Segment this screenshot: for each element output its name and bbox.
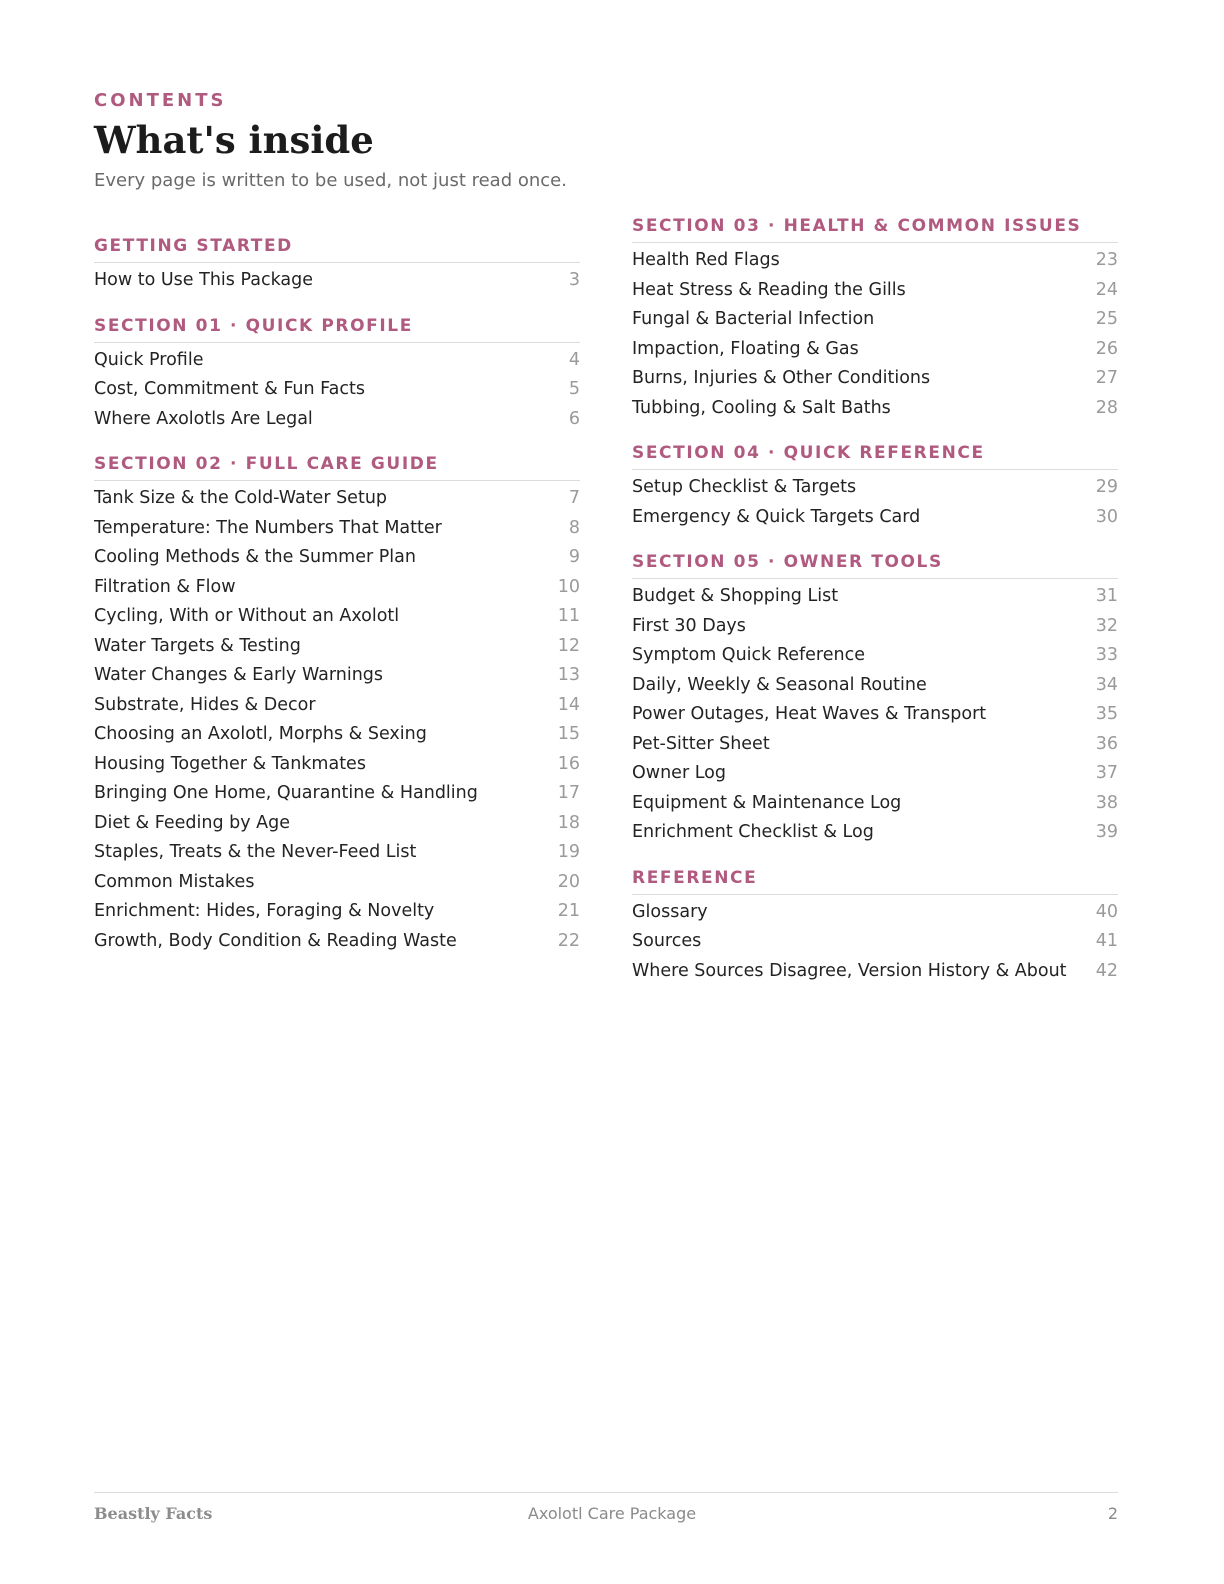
toc-left-column	[94, 236, 580, 976]
toc-entry-label: Quick Profile	[94, 349, 204, 370]
toc-entry-label: Diet & Feeding by Age	[94, 812, 290, 833]
toc-entry-label: Sources	[632, 931, 702, 951]
toc-entry-page: 18	[557, 812, 580, 833]
toc-entry[interactable]	[632, 309, 1118, 339]
toc-entry-label: Fungal & Bacterial Infection	[632, 309, 875, 329]
toc-entry[interactable]	[94, 813, 580, 843]
toc-section	[632, 552, 1118, 852]
footer-title: Axolotl Care Package	[527, 1504, 697, 1523]
toc-entry-page: 6	[568, 408, 580, 429]
section-heading: SECTION 01 · QUICK PROFILE	[94, 316, 580, 343]
toc-entry[interactable]	[94, 901, 580, 931]
toc-entry[interactable]	[632, 734, 1118, 764]
toc-entry-label: Common Mistakes	[94, 871, 255, 892]
toc-entry-page: 42	[1095, 960, 1118, 981]
toc-entry[interactable]	[632, 368, 1118, 398]
toc-entry[interactable]	[94, 665, 580, 695]
section-heading: SECTION 04 · QUICK REFERENCE	[632, 443, 1118, 470]
toc-entry-label: Cooling Methods & the Summer Plan	[94, 547, 416, 567]
toc-entry-page: 27	[1095, 368, 1118, 388]
toc-entry[interactable]	[632, 280, 1118, 310]
toc-entry[interactable]	[94, 636, 580, 666]
section-heading: SECTION 02 · FULL CARE GUIDE	[94, 454, 580, 481]
toc-entry-label: Equipment & Maintenance Log	[632, 792, 902, 813]
toc-entry-page: 34	[1095, 674, 1118, 695]
toc-entry-page: 14	[557, 694, 580, 715]
toc-entry-label: Burns, Injuries & Other Conditions	[632, 368, 931, 388]
toc-entry[interactable]	[632, 902, 1118, 932]
toc-entry[interactable]	[632, 507, 1118, 537]
toc-entry-page: 20	[557, 871, 580, 892]
toc-entry-page: 26	[1095, 338, 1118, 359]
toc-entry-label: Substrate, Hides & Decor	[94, 694, 316, 715]
toc-entry-label: Owner Log	[632, 763, 726, 783]
section-heading: SECTION 05 · OWNER TOOLS	[632, 552, 1118, 579]
toc-entry-label: Enrichment Checklist & Log	[632, 822, 874, 842]
toc-entry-page: 12	[557, 635, 580, 656]
page-title: What's inside	[94, 118, 374, 162]
toc-section	[94, 454, 580, 960]
toc-entry-label: Water Targets & Testing	[94, 635, 301, 656]
toc-entry-label: Cost, Commitment & Fun Facts	[94, 379, 365, 399]
toc-entry-label: Where Sources Disagree, Version History & About	[632, 960, 1067, 981]
toc-section	[94, 316, 580, 439]
toc-entry-page: 10	[557, 576, 580, 597]
toc-entry[interactable]	[94, 547, 580, 577]
toc-entry-page: 16	[557, 753, 580, 774]
toc-entry-page: 15	[557, 724, 580, 744]
toc-entry[interactable]	[94, 872, 580, 902]
toc-entry-page: 36	[1095, 733, 1118, 754]
toc-entry-page: 8	[568, 517, 580, 538]
toc-entry-page: 40	[1095, 901, 1118, 922]
toc-entry[interactable]	[632, 477, 1118, 507]
toc-entry[interactable]	[632, 704, 1118, 734]
toc-entry-label: Temperature: The Numbers That Matter	[94, 517, 442, 538]
toc-section	[632, 868, 1118, 991]
toc-entry[interactable]	[632, 961, 1118, 991]
toc-entry-label: Choosing an Axolotl, Morphs & Sexing	[94, 724, 427, 744]
toc-entry-page: 31	[1095, 586, 1118, 606]
toc-entry-page: 24	[1095, 279, 1118, 300]
toc-entry-page: 35	[1095, 704, 1118, 724]
toc-entry[interactable]	[94, 931, 580, 961]
toc-entry[interactable]	[94, 488, 580, 518]
contents-eyebrow: CONTENTS	[94, 90, 227, 111]
toc-entry[interactable]	[94, 754, 580, 784]
toc-entry[interactable]	[94, 724, 580, 754]
toc-entry-label: Setup Checklist & Targets	[632, 477, 857, 497]
toc-entry-label: Pet-Sitter Sheet	[632, 733, 770, 754]
toc-entry[interactable]	[94, 577, 580, 607]
toc-entry-page: 32	[1095, 615, 1118, 636]
toc-entry-label: Impaction, Floating & Gas	[632, 338, 859, 359]
toc-entry-label: Cycling, With or Without an Axolotl	[94, 606, 400, 626]
toc-entry[interactable]	[94, 842, 580, 872]
footer-brand: Beastly Facts	[94, 1504, 213, 1523]
toc-entry[interactable]	[632, 586, 1118, 616]
toc-entry-page: 33	[1095, 645, 1118, 665]
toc-entry-page: 41	[1095, 931, 1118, 951]
toc-entry-page: 25	[1095, 309, 1118, 329]
toc-entry[interactable]	[632, 339, 1118, 369]
toc-entry-label: Power Outages, Heat Waves & Transport	[632, 704, 987, 724]
toc-entry-label: Filtration & Flow	[94, 576, 236, 597]
toc-entry-label: Tank Size & the Cold-Water Setup	[94, 488, 388, 508]
page-subtitle: Every page is written to be used, not just read once.	[94, 170, 567, 191]
toc-right-column	[632, 216, 1118, 1006]
toc-entry-label: Emergency & Quick Targets Card	[632, 506, 921, 527]
toc-entry-page: 4	[568, 349, 580, 370]
toc-entry[interactable]	[94, 270, 580, 300]
toc-section	[94, 236, 580, 300]
toc-entry-label: Growth, Body Condition & Reading Waste	[94, 930, 457, 951]
toc-entry[interactable]	[94, 518, 580, 548]
toc-entry-label: Where Axolotls Are Legal	[94, 408, 313, 429]
toc-entry-page: 9	[568, 547, 580, 567]
toc-entry[interactable]	[94, 606, 580, 636]
toc-entry[interactable]	[632, 398, 1118, 428]
toc-entry-label: Bringing One Home, Quarantine & Handling	[94, 783, 478, 803]
toc-entry-page: 28	[1095, 397, 1118, 418]
section-heading: GETTING STARTED	[94, 236, 580, 263]
toc-entry-page: 22	[557, 930, 580, 951]
toc-entry[interactable]	[632, 616, 1118, 646]
toc-entry-page: 39	[1095, 822, 1118, 842]
toc-entry-page: 29	[1095, 477, 1118, 497]
toc-section	[632, 443, 1118, 536]
toc-entry[interactable]	[94, 695, 580, 725]
toc-entry-label: How to Use This Package	[94, 270, 313, 290]
toc-entry[interactable]	[632, 763, 1118, 793]
toc-entry-label: Budget & Shopping List	[632, 586, 839, 606]
toc-entry-label: Housing Together & Tankmates	[94, 753, 366, 774]
toc-entry-page: 5	[568, 379, 580, 399]
toc-entry-label: Health Red Flags	[632, 250, 780, 270]
toc-entry[interactable]	[632, 793, 1118, 823]
toc-entry[interactable]	[632, 822, 1118, 852]
toc-entry-page: 38	[1095, 792, 1118, 813]
toc-entry-page: 30	[1095, 506, 1118, 527]
toc-entry-page: 17	[557, 783, 580, 803]
toc-entry-page: 21	[557, 901, 580, 921]
toc-entry-label: First 30 Days	[632, 615, 746, 636]
toc-entry-label: Heat Stress & Reading the Gills	[632, 279, 906, 300]
toc-entry-label: Tubbing, Cooling & Salt Baths	[632, 397, 891, 418]
toc-entry-label: Staples, Treats & the Never-Feed List	[94, 842, 417, 862]
section-heading: REFERENCE	[632, 868, 1118, 895]
toc-entry[interactable]	[632, 250, 1118, 280]
toc-entry-page: 3	[568, 270, 580, 290]
section-heading: SECTION 03 · HEALTH & COMMON ISSUES	[632, 216, 1118, 243]
toc-entry-label: Enrichment: Hides, Foraging & Novelty	[94, 901, 435, 921]
toc-entry-label: Glossary	[632, 901, 708, 922]
toc-entry-label: Daily, Weekly & Seasonal Routine	[632, 674, 927, 695]
toc-entry[interactable]	[94, 409, 580, 439]
footer-divider	[94, 1492, 1118, 1493]
toc-entry[interactable]	[632, 645, 1118, 675]
toc-entry-label: Water Changes & Early Warnings	[94, 665, 384, 685]
toc-entry-page: 11	[557, 606, 580, 626]
toc-entry-page: 19	[557, 842, 580, 862]
toc-entry[interactable]	[632, 931, 1118, 961]
toc-entry-label: Symptom Quick Reference	[632, 645, 865, 665]
toc-entry[interactable]	[94, 379, 580, 409]
toc-entry-page: 23	[1095, 250, 1118, 270]
toc-entry[interactable]	[94, 783, 580, 813]
toc-section	[632, 216, 1118, 427]
toc-entry-page: 13	[557, 665, 580, 685]
toc-entry[interactable]	[94, 350, 580, 380]
toc-entry-page: 7	[568, 488, 580, 508]
toc-entry[interactable]	[632, 675, 1118, 705]
toc-entry-page: 37	[1095, 763, 1118, 783]
footer-page-number: 2	[1107, 1504, 1118, 1523]
